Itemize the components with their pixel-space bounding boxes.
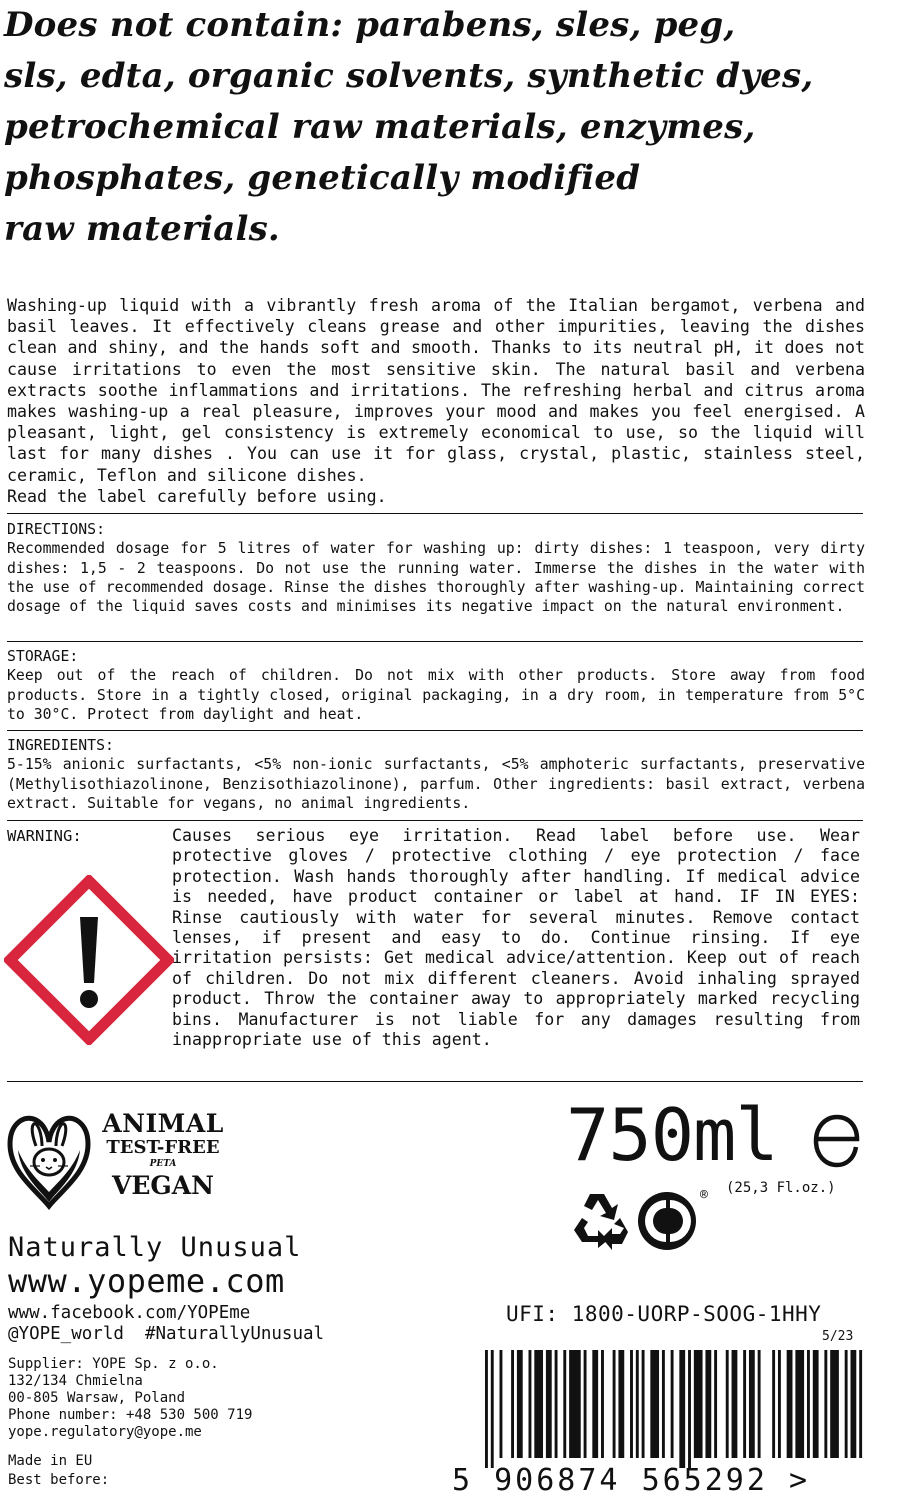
free-from-headline: [4, 0, 884, 255]
barcode-bar: [824, 1350, 827, 1458]
divider: [7, 513, 863, 514]
ean-number: [452, 1464, 810, 1498]
ean-right: 565292: [641, 1463, 768, 1498]
divider: [7, 641, 863, 642]
barcode-bar: [618, 1350, 624, 1458]
ean-arrow: >: [789, 1463, 811, 1498]
divider: [7, 730, 863, 731]
storage-text: Keep out of the reach of children. Do not mix with other products. Store away from food products. Store in a tightly closed, original packaging, in a dry room, in temperature from 5°C to 30°C. Protect from daylight and heat.: [7, 667, 865, 723]
supplier-email[interactable]: yope.regulatory@yope.me: [8, 1424, 202, 1440]
batch-code: 5/23: [822, 1329, 854, 1344]
badge-line-test-free: TEST-FREE: [106, 1137, 220, 1158]
barcode-bar: [650, 1350, 659, 1458]
barcode-bar: [714, 1350, 717, 1458]
barcode-bar: [758, 1350, 761, 1458]
registered-mark: ®: [700, 1188, 708, 1203]
barcode-bar: [787, 1350, 793, 1458]
barcode-bar: [534, 1350, 543, 1458]
badge-line-vegan: VEGAN: [111, 1171, 215, 1200]
directions-text: Recommended dosage for 5 litres of water for washing up: dirty dishes: 1 teaspoon, very dirty dishes: 1,5 - 2 teaspoons. Do not use the running water. Immerse the dishes in the water with the use of recommended dosage. Rinse the dishes thoroughly after washing-up. Maintaining correct dosage of the liquid saves costs and minimises its negative impact on the natural environment.: [7, 540, 865, 616]
headline-line: raw materials.: [4, 209, 280, 249]
barcode-bar: [795, 1350, 804, 1458]
divider: [7, 820, 863, 821]
barcode-bar: [613, 1350, 616, 1458]
barcode-bar: [642, 1350, 645, 1458]
ghs-exclamation-icon: [4, 875, 174, 1045]
barcode-bar: [749, 1350, 755, 1458]
supplier-info: [8, 1356, 252, 1441]
barcode-bar: [694, 1350, 703, 1458]
green-dot-icon: [636, 1190, 698, 1252]
headline-line: petrochemical raw materials, enzymes,: [4, 107, 756, 147]
barcode-bar: [807, 1350, 810, 1458]
ufi-code: UFI: 1800-UORP-SOOG-1HHY: [506, 1302, 822, 1326]
barcode-bar: [732, 1350, 738, 1458]
brand-block: [8, 1232, 324, 1345]
fluid-ounces: (25,3 Fl.oz.): [726, 1180, 836, 1196]
website-link[interactable]: www.yopeme.com: [8, 1262, 285, 1300]
barcode-bar: [569, 1350, 581, 1458]
recycle-icon: [570, 1190, 632, 1250]
origin-info: [8, 1452, 109, 1490]
ingredients-heading: INGREDIENTS:: [7, 737, 114, 754]
barcode-bar: [688, 1350, 691, 1468]
product-description: [7, 295, 865, 507]
storage-heading: STORAGE:: [7, 648, 79, 665]
barcode-bar: [511, 1350, 514, 1458]
volume-value: 750ml: [566, 1093, 778, 1177]
barcode-bar: [546, 1350, 552, 1458]
barcode-bar: [630, 1350, 633, 1458]
barcode-bar: [671, 1350, 674, 1458]
barcode-bar: [529, 1350, 532, 1458]
badge-line-peta: PETA: [149, 1159, 177, 1169]
storage-section: [7, 647, 865, 724]
vegan-badge: [98, 1110, 228, 1201]
ean-lead: 5: [452, 1463, 474, 1498]
barcode-bar: [584, 1350, 587, 1458]
barcode-bar: [500, 1350, 503, 1458]
barcode-bar: [592, 1350, 598, 1458]
barcode-bar: [662, 1350, 665, 1458]
barcode-bar: [726, 1350, 729, 1458]
barcode-bar: [485, 1350, 488, 1468]
barcode-bar: [772, 1350, 775, 1458]
barcode-bar: [743, 1350, 746, 1458]
divider: [7, 1081, 863, 1082]
barcode-bar: [813, 1350, 819, 1458]
barcode-bar: [563, 1350, 566, 1458]
barcode-bar: [705, 1350, 711, 1458]
barcode-bar: [859, 1350, 862, 1458]
headline-line: Does not contain: parabens, sles, peg,: [4, 5, 736, 45]
social-handles: @YOPE_world #NaturallyUnusual: [8, 1324, 325, 1344]
barcode-bar: [830, 1350, 839, 1458]
barcode-bar: [491, 1350, 494, 1468]
supplier-line: 132/134 Chmielna: [8, 1373, 143, 1389]
barcode-bar: [636, 1350, 639, 1458]
warning-heading: WARNING:: [7, 827, 82, 845]
barcode-bar: [778, 1350, 781, 1458]
made-in: Made in EU: [8, 1453, 93, 1469]
description-text: Washing-up liquid with a vibrantly fresh aroma of the Italian bergamot, verbena and basil leaves. It effectively cleans grease and other impurities, leaving the dishes clean and shiny, and the hands soft and smooth. Thanks to its neutral pH, it does not cause irritations to even the most sensitive skin. The natural basil and verbena extracts soothe inflammations and irritations. The refreshing herbal and citrus aroma makes washing-up a real pleasure, improves your mood and makes you feel energised. A pleasant, light, gel consistency is extremely economical to use, so the liquid will last for many dishes . You can use it for glass, crystal, plastic, stainless steel, ceramic, Teflon and silicone dishes.: [7, 296, 865, 485]
supplier-line: 00-805 Warsaw, Poland: [8, 1390, 186, 1406]
barcode-bar: [845, 1350, 848, 1458]
headline-line: sls, edta, organic solvents, synthetic dyes,: [4, 56, 814, 96]
supplier-line: Supplier: YOPE Sp. z o.o.: [8, 1356, 219, 1372]
warning-text: Causes serious eye irritation. Read label before use. Wear protective gloves / protective clothing / eye protection / face protection. Wash hands thoroughly after handling. If medical advice is needed, have product container or label at hand. IF IN EYES: Rinse cautiously with water for several minutes. Remove contact lenses, if present and easy to do. Continue rinsing. If eye irritation persists: Get medical advice/attention. Keep out of reach of children. Do not mix different cleaners. Avoid inhaling sprayed product. Throw the container away to appropriately marked recycling bins. Manufacturer is not liable for any damages resulting from inappropriate use of this agent.: [172, 826, 860, 1050]
badge-line-animal: ANIMAL: [102, 1109, 224, 1138]
barcode-bar: [850, 1350, 856, 1458]
barcode-bar: [601, 1350, 604, 1458]
best-before: Best before:: [8, 1472, 110, 1488]
ingredients-text: 5-15% anionic surfactants, <5% non-ionic surfactants, <5% amphoteric surfactants, preservative (Methylisothiazolinone, Benzisothiazolinone), parfum. Other ingredients: basil extract, verbena extract. Suitable for vegans, no animal ingredients.: [7, 756, 865, 812]
barcode-bar: [679, 1350, 685, 1468]
supplier-line: Phone number: +48 530 500 719: [8, 1407, 253, 1423]
facebook-link[interactable]: www.facebook.com/YOPEme: [8, 1303, 251, 1323]
barcode-bar: [555, 1350, 558, 1458]
directions-section: [7, 520, 865, 616]
ean-left: 906874: [494, 1463, 621, 1498]
read-label-note: Read the label carefully before using.: [7, 486, 387, 506]
headline-line: phosphates, genetically modified: [4, 158, 641, 198]
ingredients-section: [7, 736, 865, 813]
barcode: [485, 1350, 865, 1468]
e-mark-icon: [812, 1109, 862, 1169]
brand-tagline: Naturally Unusual: [8, 1232, 302, 1263]
directions-heading: DIRECTIONS:: [7, 521, 105, 538]
barcode-bar: [517, 1350, 523, 1458]
peta-bunny-heart-icon: [6, 1110, 92, 1210]
